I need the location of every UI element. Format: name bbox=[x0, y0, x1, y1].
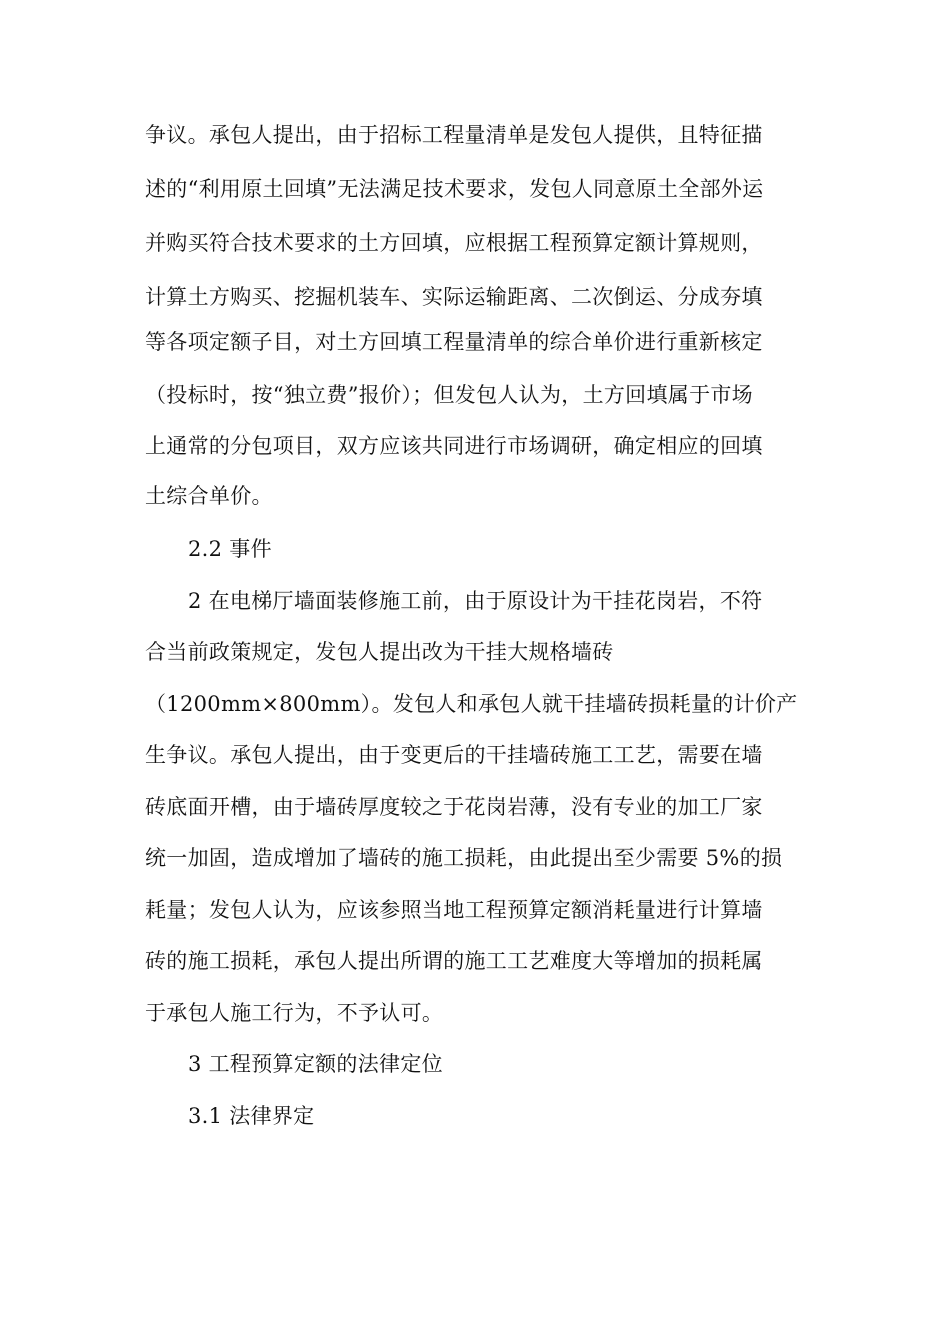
paragraph-line: 计算土方购买、挖掘机装车、实际运输距离、二次倒运、分成夯填 bbox=[145, 285, 763, 309]
paragraph-line: 等各项定额子目，对土方回填工程量清单的综合单价进行重新核定 bbox=[145, 330, 763, 354]
paragraph-line: （1200mm×800mm）。发包人和承包人就干挂墙砖损耗量的计价产 bbox=[145, 692, 798, 716]
section-heading: 3 工程预算定额的法律定位 bbox=[188, 1052, 443, 1076]
paragraph-line: 上通常的分包项目，双方应该共同进行市场调研，确定相应的回填 bbox=[145, 434, 763, 458]
paragraph-line: 合当前政策规定，发包人提出改为干挂大规格墙砖 bbox=[145, 640, 614, 664]
subsection-heading: 3.1 法律界定 bbox=[188, 1104, 315, 1128]
paragraph-line: 争议。承包人提出，由于招标工程量清单是发包人提供，且特征描 bbox=[145, 123, 763, 147]
paragraph-line: 砖的施工损耗，承包人提出所谓的施工工艺难度大等增加的损耗属 bbox=[145, 949, 763, 973]
paragraph-line: 耗量；发包人认为，应该参照当地工程预算定额消耗量进行计算墙 bbox=[145, 898, 763, 922]
paragraph-line: 统一加固，造成增加了墙砖的施工损耗，由此提出至少需要 5%的损 bbox=[145, 846, 783, 870]
section-heading: 2.2 事件 bbox=[188, 537, 272, 561]
paragraph-line: 2 在电梯厅墙面装修施工前，由于原设计为干挂花岗岩，不符 bbox=[188, 589, 763, 613]
paragraph-line: 述的“利用原土回填”无法满足技术要求，发包人同意原土全部外运 bbox=[145, 177, 764, 201]
paragraph-line: 生争议。承包人提出，由于变更后的干挂墙砖施工工艺，需要在墙 bbox=[145, 743, 763, 767]
paragraph-line: 土综合单价。 bbox=[145, 484, 273, 508]
paragraph-line: 砖底面开槽，由于墙砖厚度较之于花岗岩薄，没有专业的加工厂家 bbox=[145, 795, 763, 819]
paragraph-line: 并购买符合技术要求的土方回填，应根据工程预算定额计算规则， bbox=[145, 231, 763, 255]
paragraph-line: （投标时，按“独立费”报价）；但发包人认为，土方回填属于市场 bbox=[145, 383, 753, 407]
paragraph-line: 于承包人施工行为，不予认可。 bbox=[145, 1001, 444, 1025]
